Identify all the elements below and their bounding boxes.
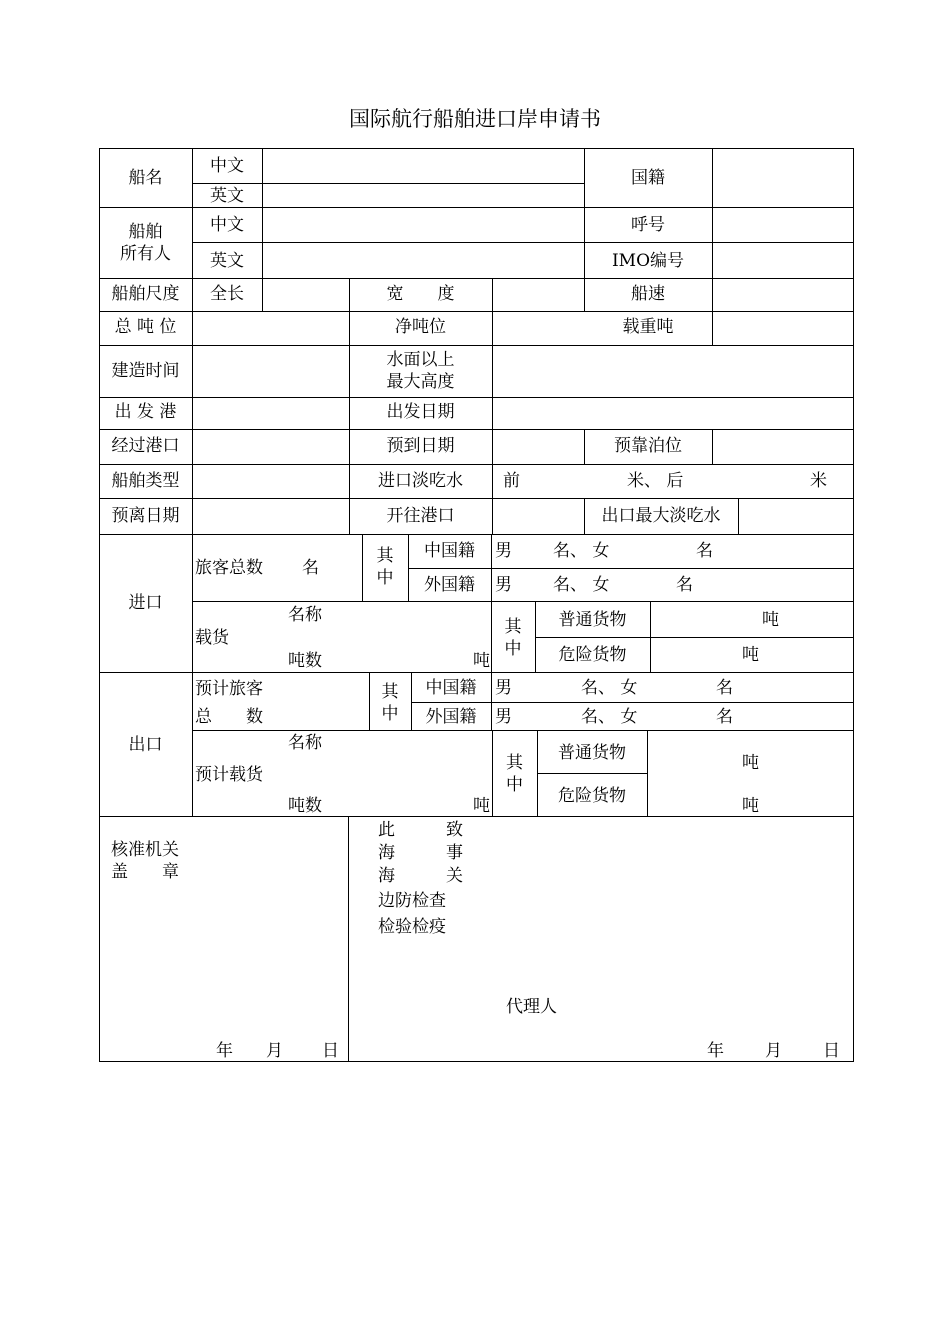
label-departure-port: 出 发 港 [114, 402, 177, 422]
label-outbound-general-ton: 吨 [742, 753, 759, 773]
table-line [99, 278, 854, 279]
label-outbound-cargo-name: 名称 [288, 733, 322, 753]
table-line [99, 345, 854, 346]
table-line [408, 568, 854, 569]
section-outbound: 出口 [128, 735, 163, 755]
label-inbound-general-ton: 吨 [762, 610, 779, 630]
label-gross-tonnage: 总 吨 位 [114, 317, 177, 337]
label-inbound-fn-female: 名、 女 [553, 575, 610, 595]
label-width: 宽 度 [386, 284, 455, 304]
label-outbound-dangerous-cargo: 危险货物 [558, 786, 626, 806]
table-line [192, 601, 854, 602]
label-speed: 船速 [631, 284, 665, 304]
table-line [99, 311, 854, 312]
label-deadweight: 载重吨 [622, 317, 674, 337]
label-owner-chinese: 中文 [210, 215, 244, 235]
label-inbound-ton: 吨 [473, 651, 490, 671]
label-next-port: 开往港口 [386, 506, 455, 526]
label-dimensions: 船舶尺度 [111, 284, 180, 304]
label-departure-date: 出发日期 [386, 402, 455, 422]
label-ship-name: 船名 [128, 168, 163, 188]
label-inbound-cargo-name: 名称 [288, 605, 322, 625]
table-line [647, 730, 648, 816]
label-inbound-cn-male: 男 [495, 541, 512, 561]
label-outbound-cargo-among-1: 其 [506, 753, 523, 773]
table-line [262, 278, 263, 311]
label-outbound-fn-male: 男 [495, 707, 512, 727]
label-inbound-cn-female: 名、 女 [553, 541, 610, 561]
table-line [99, 534, 854, 535]
label-chinese: 中文 [210, 156, 244, 176]
label-approval-month: 月 [266, 1041, 283, 1061]
label-approval-seal: 盖 章 [111, 862, 179, 882]
section-inbound: 进口 [128, 593, 163, 613]
label-agent-month: 月 [765, 1041, 782, 1061]
label-outbound-fn-unit: 名 [716, 707, 733, 727]
label-outbound-fn-female: 名、 女 [581, 707, 638, 727]
table-line [650, 601, 651, 672]
label-inbound-foreign: 外国籍 [424, 575, 475, 595]
table-line [712, 429, 713, 464]
label-draft-meter-back: 米、 后 [627, 471, 684, 491]
label-inbound-chinese: 中国籍 [424, 541, 475, 561]
label-max-height-line1: 水面以上 [386, 350, 455, 370]
label-approval-authority: 核准机关 [111, 840, 179, 860]
label-inbound-cargo-tons: 吨数 [288, 651, 322, 671]
label-etd: 预离日期 [111, 506, 180, 526]
label-build-time: 建造时间 [111, 361, 180, 381]
label-among-1: 其 [376, 546, 394, 566]
table-line [99, 498, 854, 499]
label-inbound-cargo-among-1: 其 [504, 617, 522, 637]
label-outbound-cargo-tons: 吨数 [288, 796, 322, 816]
label-imo-number: IMO编号 [611, 251, 685, 271]
label-inbound-fn-unit: 名 [676, 575, 693, 595]
table-line [192, 148, 193, 817]
label-outbound-cargo-among-2: 中 [506, 775, 523, 795]
label-outbound-foreign: 外国籍 [425, 707, 477, 727]
label-berth: 预靠泊位 [614, 436, 682, 456]
label-inbound-passengers: 旅客总数 [195, 558, 263, 578]
label-addressee-inspection: 检验检疫 [378, 917, 446, 937]
label-outbound-cn-female: 名、 女 [581, 678, 638, 698]
label-agent-day: 日 [823, 1041, 840, 1061]
label-draft-meter: 米 [810, 471, 827, 491]
table-line [99, 672, 854, 673]
label-outbound-general-cargo: 普通货物 [558, 743, 626, 763]
label-addressee-to: 此 致 [378, 820, 463, 840]
label-inbound-cargo: 载货 [195, 628, 229, 648]
label-max-height-line2: 最大高度 [386, 372, 455, 392]
label-via-port: 经过港口 [111, 436, 180, 456]
label-addressee-customs: 海 关 [378, 866, 463, 886]
label-owner-english: 英文 [210, 251, 244, 271]
label-outbound-among-2: 中 [381, 704, 399, 724]
label-draft-front: 前 [503, 471, 520, 491]
label-length: 全长 [210, 284, 244, 304]
table-border-right [853, 148, 854, 1062]
label-outbound-cn-male: 男 [495, 678, 512, 698]
label-inbound-dangerous-ton: 吨 [742, 645, 759, 665]
label-outbound-chinese: 中国籍 [425, 678, 477, 698]
table-line [491, 672, 492, 730]
label-inbound-dangerous-cargo: 危险货物 [558, 645, 627, 665]
label-outbound-among-1: 其 [381, 682, 399, 702]
label-owner-line2: 所有人 [120, 244, 171, 264]
label-inbound-cn-unit: 名 [696, 541, 713, 561]
label-ship-type: 船舶类型 [111, 471, 180, 491]
table-line [348, 816, 349, 1061]
table-line [491, 534, 492, 601]
label-outbound-passengers-2: 总 数 [195, 707, 263, 727]
label-approval-day: 日 [322, 1041, 339, 1061]
table-line [192, 242, 854, 243]
table-line [99, 464, 854, 465]
label-call-sign: 呼号 [631, 215, 665, 235]
table-line [738, 498, 739, 534]
label-inbound-passengers-unit: 名 [302, 558, 319, 578]
label-inbound-cargo-among-2: 中 [504, 639, 522, 659]
table-border-top [99, 148, 854, 149]
table-line [99, 397, 854, 398]
label-net-tonnage: 净吨位 [395, 317, 446, 337]
table-line [411, 702, 854, 703]
label-english: 英文 [210, 186, 244, 206]
label-outbound-passengers-1: 预计旅客 [195, 679, 263, 699]
label-inbound-general-cargo: 普通货物 [558, 610, 627, 630]
label-addressee-maritime: 海 事 [378, 843, 463, 863]
label-addressee-border: 边防检查 [378, 891, 446, 911]
page-title: 国际航行船舶进口岸申请书 [349, 107, 601, 131]
table-line [99, 207, 854, 208]
label-among-2: 中 [376, 568, 394, 588]
label-inbound-fn-male: 男 [495, 575, 512, 595]
table-line [192, 730, 854, 731]
label-outbound-ton: 吨 [473, 796, 490, 816]
table-line [262, 148, 263, 278]
label-outbound-cn-unit: 名 [716, 678, 733, 698]
label-departure-max-draft: 出口最大淡吃水 [601, 506, 721, 526]
label-eta: 预到日期 [386, 436, 455, 456]
label-agent-year: 年 [707, 1041, 724, 1061]
table-line [537, 773, 647, 774]
label-approval-year: 年 [216, 1041, 233, 1061]
table-line [712, 148, 713, 345]
label-agent: 代理人 [506, 997, 557, 1017]
table-line [192, 183, 584, 184]
table-line [535, 637, 854, 638]
label-owner-line1: 船舶 [128, 222, 163, 242]
table-line [492, 278, 493, 534]
table-line [99, 429, 854, 430]
label-arrival-draft: 进口淡吃水 [378, 471, 463, 491]
label-outbound-cargo: 预计载货 [195, 765, 263, 785]
label-outbound-dangerous-ton: 吨 [742, 796, 759, 816]
label-nationality: 国籍 [631, 168, 665, 188]
table-border-bottom [99, 1061, 854, 1062]
